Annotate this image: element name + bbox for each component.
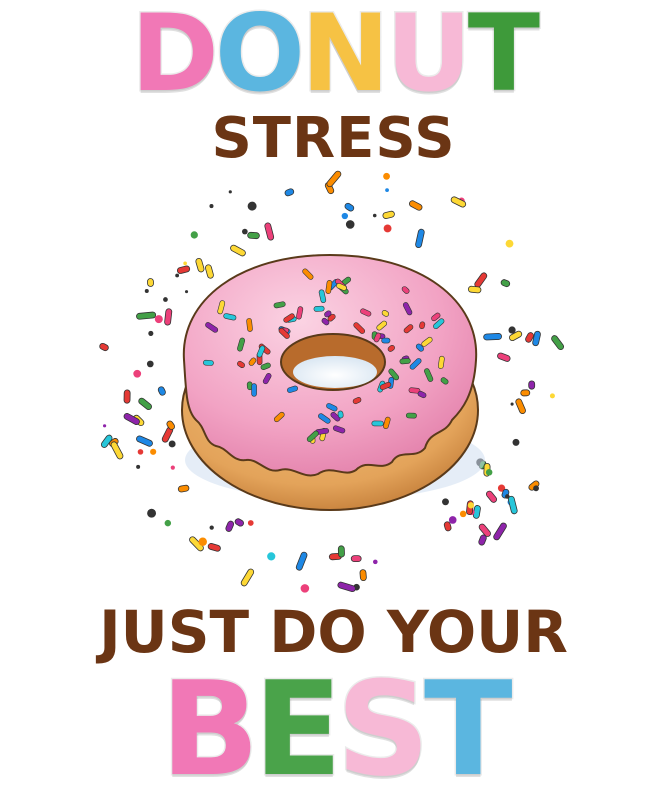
sprinkle-dot — [145, 289, 149, 293]
sprinkle-dot — [150, 449, 156, 455]
sprinkle — [137, 397, 152, 411]
sprinkle — [284, 188, 295, 197]
donut-letter-o: O — [214, 0, 301, 115]
sprinkle — [195, 258, 205, 273]
icing-sprinkle — [252, 384, 257, 397]
sprinkle-dot — [191, 231, 198, 238]
donut-hole — [293, 356, 377, 388]
sprinkle-dot — [248, 202, 257, 211]
sprinkle-dot — [163, 297, 168, 302]
sprinkle-dot — [148, 331, 153, 336]
sprinkle — [123, 412, 141, 425]
sprinkle — [295, 551, 308, 571]
best-letter-s: S — [336, 653, 424, 805]
sprinkle — [110, 441, 124, 460]
sprinkle — [124, 390, 130, 403]
sprinkle-dot — [185, 290, 188, 293]
sprinkle — [247, 232, 259, 239]
sprinkle-dot — [342, 213, 348, 219]
sprinkle-dot — [169, 441, 176, 448]
sprinkle-dot — [506, 240, 514, 248]
sprinkle-dot — [183, 262, 187, 266]
sprinkle-dot — [242, 229, 248, 235]
best-letter-e: E — [253, 653, 337, 805]
donut-letter-u: U — [385, 0, 468, 115]
sprinkle-dot — [155, 315, 163, 323]
sprinkle — [177, 265, 191, 274]
sprinkle-dot — [301, 584, 310, 593]
sprinkle-dot — [468, 502, 474, 508]
sprinkle — [408, 200, 423, 212]
sprinkle-dot — [136, 465, 140, 469]
donut-letter-t: T — [467, 0, 537, 115]
sprinkle-dot — [384, 225, 392, 233]
sprinkle-dot — [267, 552, 275, 560]
best-letter-b: B — [160, 653, 254, 805]
sprinkle — [468, 286, 481, 293]
sprinkle — [178, 485, 190, 493]
headline-best — [0, 654, 667, 804]
sprinkle — [207, 543, 221, 552]
sprinkle — [497, 352, 511, 362]
icing-sprinkle — [246, 318, 252, 332]
sprinkle-dot — [511, 403, 514, 406]
sprinkle — [478, 534, 487, 546]
sprinkle-dot — [147, 509, 156, 518]
sprinkle — [234, 518, 245, 528]
sprinkle — [225, 520, 235, 532]
sprinkle-dot — [248, 520, 254, 526]
sprinkle-dot — [385, 188, 389, 192]
sprinkle-dot — [442, 498, 449, 505]
sprinkle — [493, 522, 508, 541]
icing-sprinkle — [406, 413, 417, 418]
sprinkle-dot — [373, 214, 377, 218]
sprinkle-dot — [533, 485, 539, 491]
sprinkle — [532, 331, 541, 347]
sprinkle — [99, 342, 110, 351]
icing-sprinkle — [203, 360, 214, 366]
headline-stress: STRESS — [211, 106, 456, 171]
sprinkle-dot — [486, 469, 493, 476]
sprinkle — [500, 279, 510, 288]
sprinkle — [485, 490, 498, 504]
sprinkle-dot — [133, 370, 141, 378]
sprinkle — [147, 278, 153, 286]
sprinkle-dot — [346, 220, 355, 229]
sprinkle — [229, 244, 246, 257]
best-letter-t: T — [423, 653, 507, 805]
icing-sprinkle — [372, 421, 384, 426]
donut-letter-d: D — [130, 0, 215, 115]
sprinkle — [483, 333, 501, 340]
icing-sprinkle — [400, 358, 411, 364]
sprinkle — [205, 264, 214, 279]
icing-sprinkle — [314, 306, 325, 312]
sprinkle-dot — [229, 190, 232, 193]
sprinkle-dot — [210, 525, 214, 529]
sprinkle — [351, 556, 361, 562]
sprinkle — [450, 196, 467, 208]
sprinkle — [164, 308, 172, 325]
sprinkle — [382, 211, 395, 220]
sprinkle — [529, 381, 535, 389]
sprinkle-dot — [209, 204, 213, 208]
icing-sprinkle — [382, 338, 391, 343]
sprinkle — [240, 568, 255, 587]
sprinkle-dot — [199, 538, 207, 546]
sprinkle — [415, 229, 425, 249]
sprinkle — [136, 312, 156, 320]
sprinkle-dot — [147, 361, 154, 368]
sprinkle-dot — [508, 326, 515, 333]
sprinkle-dot — [460, 511, 466, 517]
sprinkle — [474, 272, 488, 289]
sprinkle — [550, 334, 564, 350]
sprinkle — [521, 390, 530, 396]
sprinkle — [157, 386, 166, 397]
sprinkle-dot — [165, 520, 171, 526]
sprinkle-dot — [171, 466, 175, 470]
sprinkle — [136, 435, 154, 447]
sprinkle-dot — [449, 516, 457, 524]
donut-letter-n: N — [301, 0, 386, 115]
sprinkle — [264, 222, 274, 241]
icing-sprinkle — [338, 411, 344, 419]
sprinkle — [337, 581, 356, 592]
sprinkle — [515, 398, 527, 415]
sprinkle — [338, 546, 344, 558]
sprinkle-dot — [373, 560, 378, 565]
sprinkle-dot — [383, 173, 390, 180]
sprinkle — [344, 202, 355, 212]
sprinkle-dot — [550, 393, 555, 398]
sprinkle-dot — [175, 274, 179, 278]
sprinkle-dot — [138, 449, 144, 455]
sprinkle — [360, 569, 367, 580]
tagline-just-do-your: JUST DO YOUR — [99, 598, 568, 666]
sprinkle-dot — [513, 439, 520, 446]
sprinkle-dot — [103, 424, 106, 427]
sprinkle — [326, 170, 343, 188]
